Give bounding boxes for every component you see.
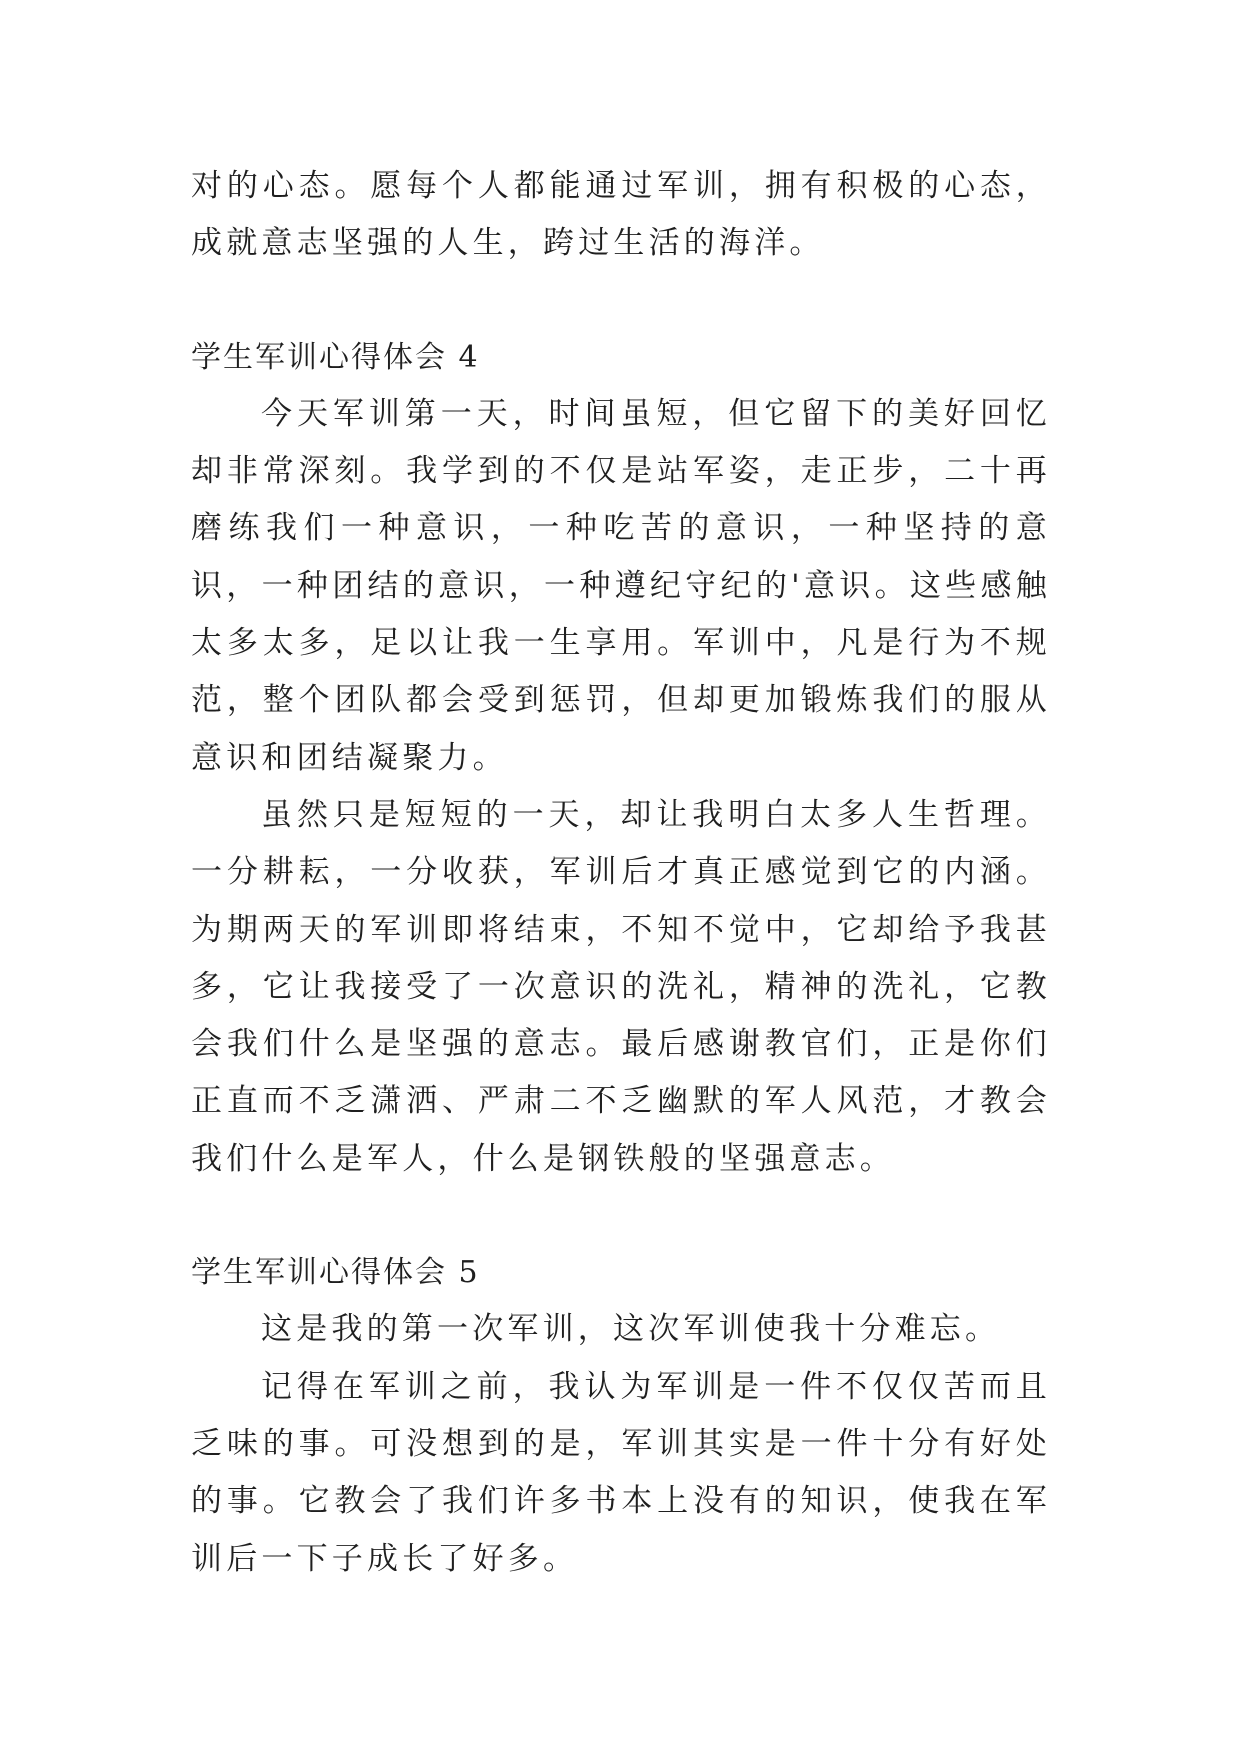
section-3-continuation: 对的心态。愿每个人都能通过军训，拥有积极的心态，成就意志坚强的人生，跨过生活的海洋。 bbox=[191, 168, 1051, 262]
section-4-heading: 学生军训心得体会 4 bbox=[191, 339, 480, 375]
section-4-paragraph: 虽然只是短短的一天，却让我明白太多人生哲理。一分耕耘，一分收获，军训后才真正感觉到它的内涵。为期两天的军训即将结束，不知不觉中，它却给予我甚多，它让我接受了一次意识的洗礼，精神的洗礼，它教会我们什么是坚强的意志。最后感谢教官们，正是你们正直而不乏潇洒、严肃二不乏幽默的军人风范，才教会我们什么是军人，什么是钢铁般的坚强意志。 bbox=[191, 796, 1051, 1177]
section-5-heading: 学生军训心得体会 5 bbox=[191, 1255, 480, 1291]
section-5-paragraph: 这是我的第一次军训，这次军训使我十分难忘。 bbox=[261, 1311, 1001, 1348]
section-5-paragraph: 记得在军训之前，我认为军训是一件不仅仅苦而且乏味的事。可没想到的是，军训其实是一件十分有好处的事。它教会了我们许多书本上没有的知识，使我在军训后一下子成长了好多。 bbox=[191, 1368, 1051, 1577]
section-spacer bbox=[191, 273, 1051, 329]
section-4-paragraph: 今天军训第一天，时间虽短，但它留下的美好回忆却非常深刻。我学到的不仅是站军姿，走正步，二十再磨练我们一种意识，一种吃苦的意识，一种坚持的意识，一种团结的意识，一种遵纪守纪的'意识。这些感触太多太多，足以让我一生享用。军训中，凡是行为不规范，整个团队都会受到惩罚，但却更加锻炼我们的服从意识和团结凝聚力。 bbox=[191, 395, 1051, 776]
section-spacer bbox=[191, 1188, 1051, 1244]
document-body bbox=[191, 158, 1051, 1588]
